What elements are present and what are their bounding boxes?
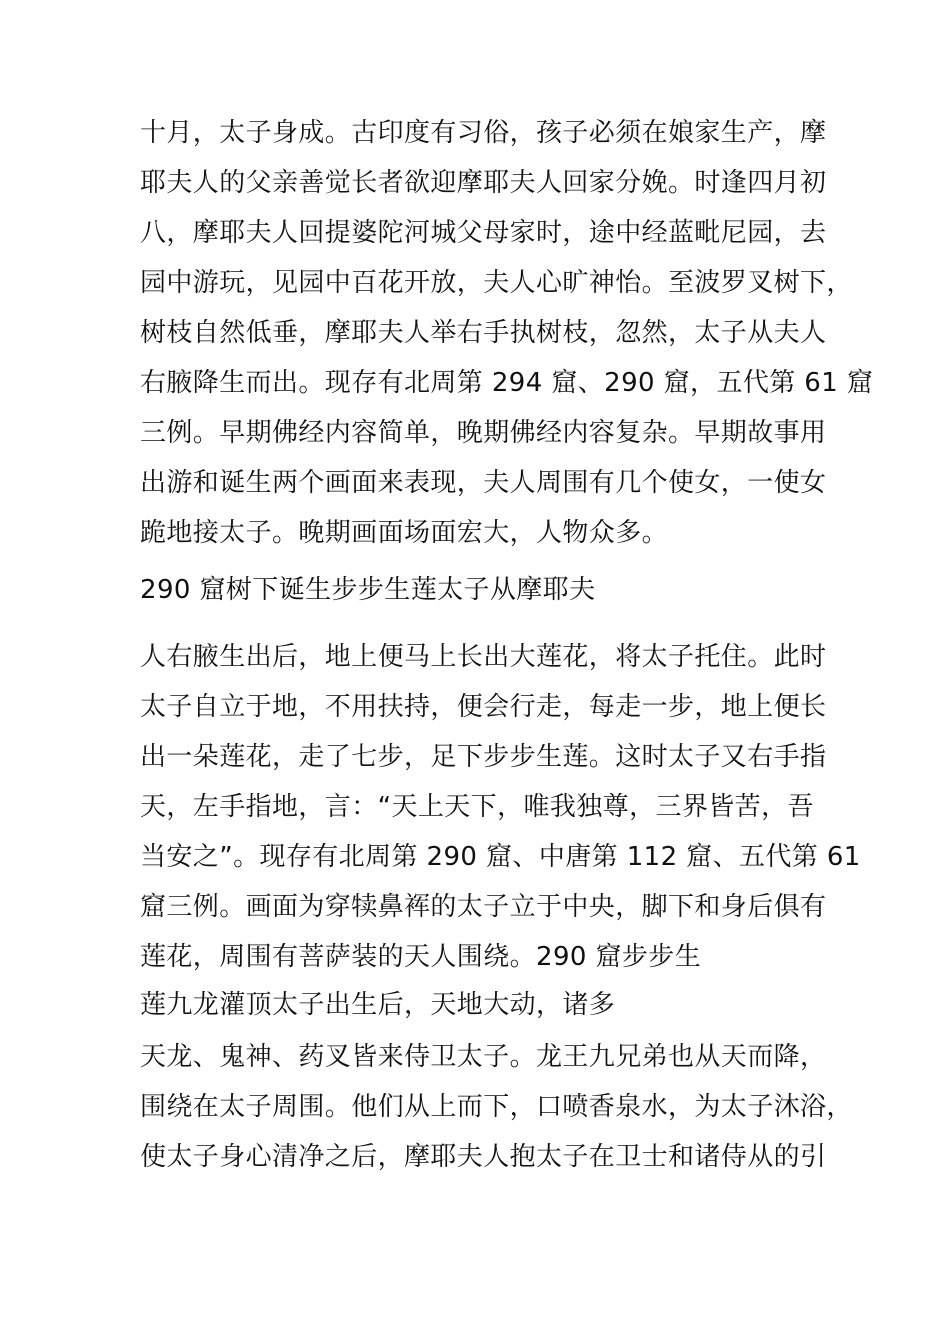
text-line: 围绕在太子周围。他们从上而下，口喷香泉水，为太子沐浴，: [140, 1092, 853, 1122]
text-line: 莲花，周围有菩萨装的天人围绕。290 窟步步生: [140, 942, 702, 972]
text-line: 右腋降生而出。现存有北周第 294 窟、290 窟，五代第 61 窟: [140, 368, 874, 398]
text-line: 使太子身心清净之后，摩耶夫人抱太子在卫士和诸侍从的引: [140, 1142, 827, 1172]
text-line: 290 窟树下诞生步步生莲太子从摩耶夫: [140, 575, 596, 605]
text-line: 耶夫人的父亲善觉长者欲迎摩耶夫人回家分娩。时逢四月初: [140, 168, 827, 198]
text-line: 三例。早期佛经内容简单，晚期佛经内容复杂。早期故事用: [140, 418, 827, 448]
text-line: 天，左手指地，言：“天上天下，唯我独尊，三界皆苦，吾: [140, 792, 814, 822]
text-line: 十月，太子身成。古印度有习俗，孩子必须在娘家生产，摩: [140, 118, 827, 148]
text-line: 窟三例。画面为穿犊鼻裈的太子立于中央，脚下和身后俱有: [140, 892, 827, 922]
text-line: 树枝自然低垂，摩耶夫人举右手执树枝，忽然，太子从夫人: [140, 318, 827, 348]
text-line: 人右腋生出后，地上便马上长出大莲花，将太子托住。此时: [140, 642, 827, 672]
text-line: 八，摩耶夫人回提婆陀河城父母家时，途中经蓝毗尼园，去: [140, 218, 827, 248]
text-line: 出游和诞生两个画面来表现，夫人周围有几个使女，一使女: [140, 468, 827, 498]
text-line: 天龙、鬼神、药叉皆来侍卫太子。龙王九兄弟也从天而降，: [140, 1042, 827, 1072]
text-line: 跪地接太子。晚期画面场面宏大，人物众多。: [140, 518, 669, 548]
text-line: 当安之”。现存有北周第 290 窟、中唐第 112 窟、五代第 61: [140, 842, 861, 872]
text-line: 出一朵莲花，走了七步，足下步步生莲。这时太子又右手指: [140, 742, 827, 772]
text-line: 园中游玩，见园中百花开放，夫人心旷神怡。至波罗叉树下，: [140, 268, 853, 298]
text-line: 太子自立于地，不用扶持，便会行走，每走一步，地上便长: [140, 692, 827, 722]
text-line: 莲九龙灌顶太子出生后，天地大动，诸多: [140, 990, 616, 1020]
